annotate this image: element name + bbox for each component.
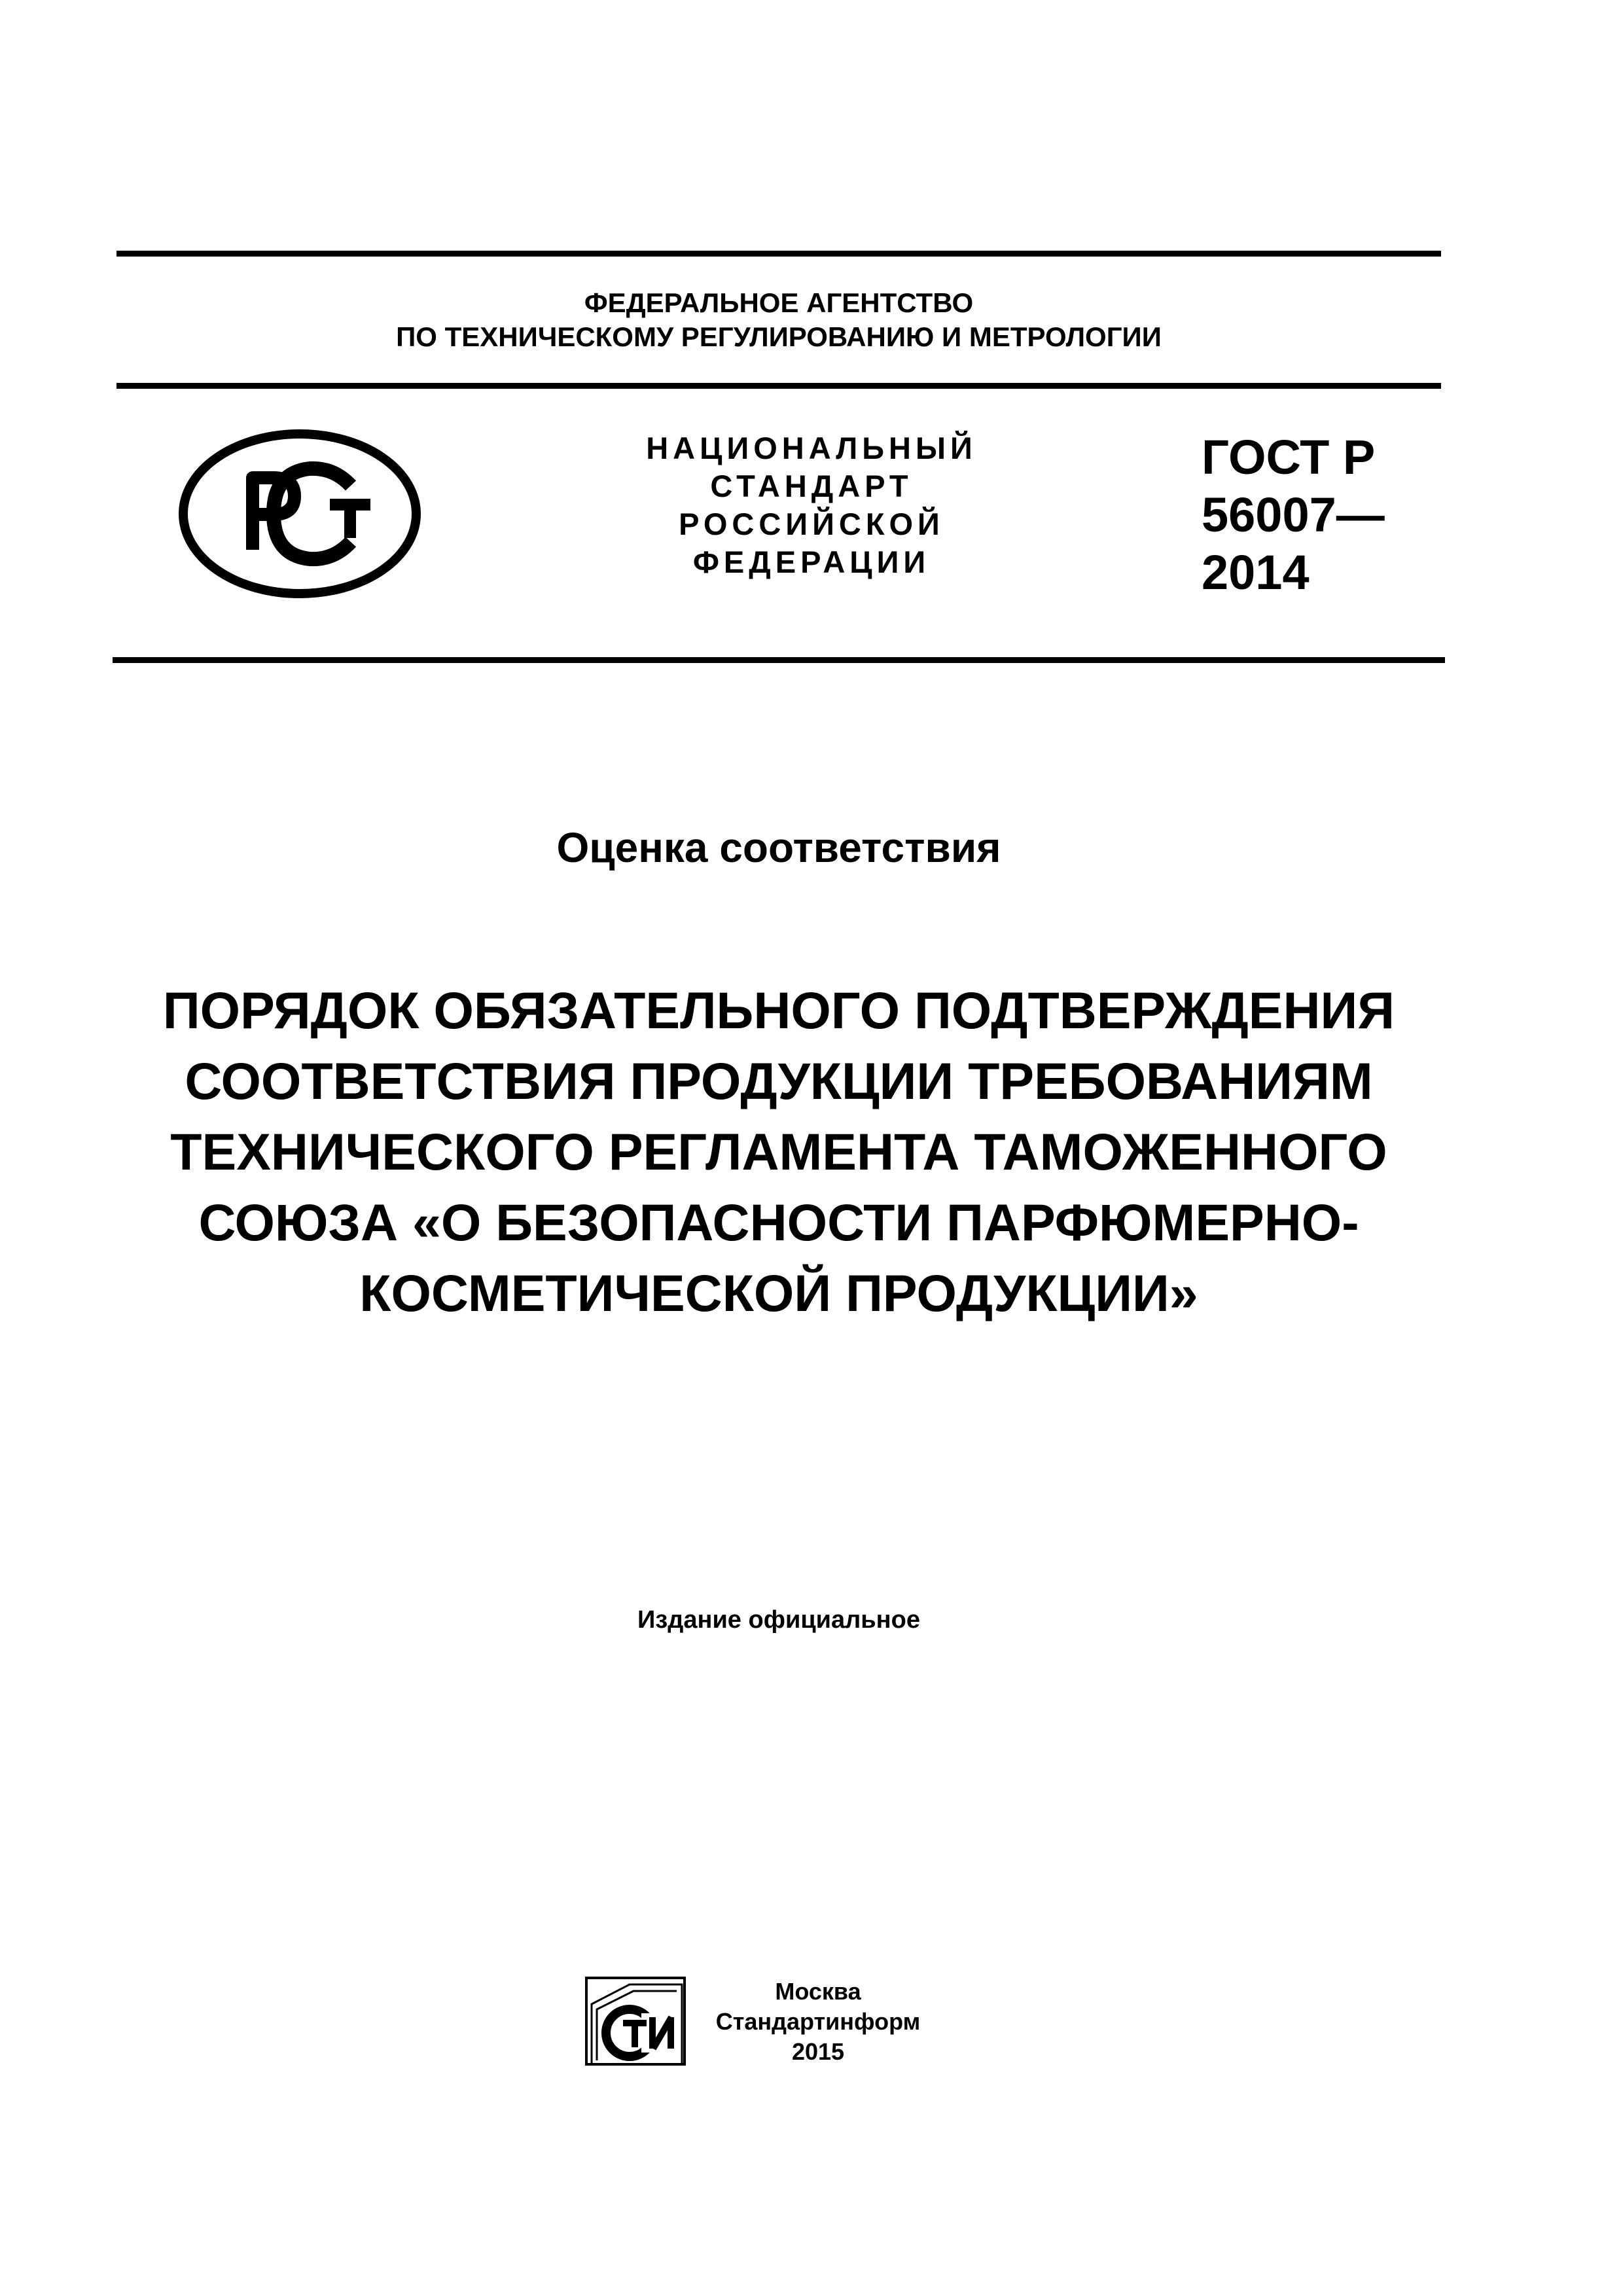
- rst-conformity-mark-icon: [175, 425, 424, 602]
- edition-note: Издание официальное: [637, 1606, 920, 1634]
- document-title: [92, 975, 1466, 1329]
- title-line-2: СООТВЕТСТВИЯ ПРОДУКЦИИ ТРЕБОВАНИЯМ: [185, 1052, 1373, 1110]
- header-divider-rule: [116, 383, 1441, 389]
- document-subject: Оценка соответствия: [556, 824, 1001, 871]
- publisher-city: Москва: [775, 1978, 861, 2005]
- standard-type: [582, 429, 1041, 581]
- publication-year: 2015: [791, 2038, 845, 2065]
- standard-type-line-3: РОССИЙСКОЙ: [679, 507, 944, 541]
- header-bottom-rule: [113, 657, 1445, 663]
- standartinform-logo-icon: [584, 1975, 687, 2067]
- standard-type-line-2: СТАНДАРТ: [710, 469, 913, 503]
- agency-name: [118, 286, 1440, 354]
- title-line-1: ПОРЯДОК ОБЯЗАТЕЛЬНОГО ПОДТВЕРЖДЕНИЯ: [162, 981, 1395, 1039]
- standard-designation: [1202, 429, 1385, 601]
- agency-line-1: ФЕДЕРАЛЬНОЕ АГЕНТСТВО: [584, 287, 974, 318]
- standard-type-line-1: НАЦИОНАЛЬНЫЙ: [646, 431, 977, 465]
- designation-line-2: 56007—: [1202, 488, 1385, 542]
- publisher-name: Стандартинформ: [715, 2008, 921, 2035]
- top-rule: [116, 251, 1441, 257]
- publisher-imprint: [694, 1977, 942, 2067]
- title-line-3: ТЕХНИЧЕСКОГО РЕГЛАМЕНТА ТАМОЖЕННОГО: [170, 1122, 1387, 1181]
- designation-line-3: 2014: [1202, 545, 1310, 600]
- title-line-5: КОСМЕТИЧЕСКОЙ ПРОДУКЦИИ»: [359, 1264, 1198, 1322]
- designation-line-1: ГОСТ Р: [1202, 430, 1376, 484]
- standard-type-line-4: ФЕДЕРАЦИИ: [692, 545, 931, 579]
- agency-line-2: ПО ТЕХНИЧЕСКОМУ РЕГУЛИРОВАНИЮ И МЕТРОЛОГИИ: [396, 321, 1162, 352]
- title-line-4: СОЮЗА «О БЕЗОПАСНОСТИ ПАРФЮМЕРНО-: [198, 1193, 1359, 1251]
